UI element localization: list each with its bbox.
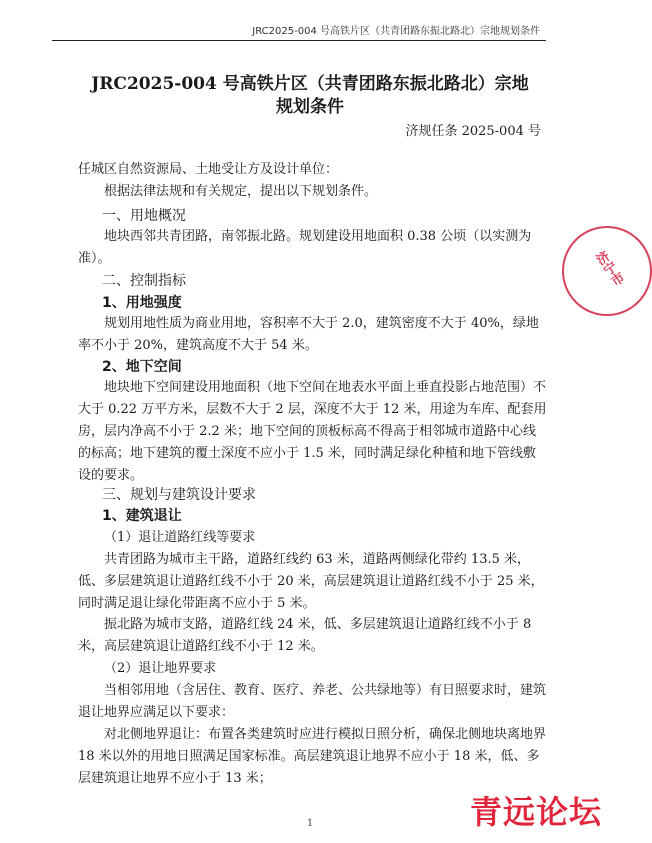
land-intensity-text: 规划用地性质为商业用地，容积率不大于 2.0，建筑密度不大于 40%，绿地率不小于 20%，建筑高度不大于 54 米。 bbox=[78, 316, 539, 353]
document-title: JRC2025-004 号高铁片区（共青团路东振北路北）宗地 bbox=[91, 74, 529, 94]
document-title-line2: 规划条件 bbox=[276, 97, 344, 117]
section-land-overview: 一、用地概况 bbox=[102, 208, 186, 224]
item-road-setback-heading: （1）退让道路红线等要求 bbox=[104, 530, 256, 545]
official-seal-text: 济宁市 bbox=[591, 249, 626, 290]
land-overview-text: 地块西邻共青团路，南邻振北路。规划建设用地面积 0.38 公顷（以实测为准）。 bbox=[78, 229, 532, 266]
watermark-logo: 青远论坛 bbox=[469, 793, 602, 831]
header-divider bbox=[52, 40, 546, 41]
underground-space-text: 地块地下空间建设用地面积（地下空间在地表水平面上垂直投影占地范围）不大于 0.22 万平方米，层数不大于 2 层，深度不大于 12 米，用途为车库、配套用房，层内净高不小于 2.2 米；地下空间的顶板标高不得高于相邻城市道路中心线的标高；地下建筑的覆土深度不应小于 1.5 米，同时满足绿化种植和地下管线敷设的要求。 bbox=[78, 380, 547, 483]
running-header: JRC2025-004 号高铁片区（共青团路东振北路北）宗地规划条件 bbox=[252, 26, 540, 37]
document-number: 济规任条 2025-004 号 bbox=[405, 124, 541, 139]
intro-paragraph: 根据法律法规和有关规定，提出以下规划条件。 bbox=[104, 184, 378, 199]
boundary-setback-text-b: 对北侧地界退让：布置各类建筑时应进行模拟日照分析，确保北侧地块离地界 18 米以外的用地日照满足国家标准。高层建筑退让地界不应小于 18 米，低、多层建筑退让地界不应小于 13 米； bbox=[78, 727, 547, 786]
page-number: 1 bbox=[306, 818, 314, 829]
road-setback-text-a: 共青团路为城市主干路，道路红线约 63 米，道路两侧绿化带约 13.5 米，低、多层建筑退让道路红线不小于 20 米，高层建筑退让道路红线不小于 25 米，同时满足退让绿化带距离不应小于 5 米。 bbox=[78, 552, 544, 611]
section-design-requirements: 三、规划与建筑设计要求 bbox=[102, 487, 256, 503]
road-setback-text-b: 振北路为城市支路，道路红线 24 米，低、多层建筑退让道路红线不小于 8 米，高层建筑退让道路红线不小于 12 米。 bbox=[78, 617, 532, 654]
boundary-setback-text-a: 当相邻用地（含居住、教育、医疗、养老、公共绿地等）有日照要求时，建筑退让地界应满足以下要求： bbox=[78, 683, 547, 720]
item-boundary-setback-heading: （2）退让地界要求 bbox=[104, 661, 217, 676]
subsection-land-intensity: 1、用地强度 bbox=[102, 295, 182, 311]
section-control-indicators: 二、控制指标 bbox=[102, 273, 186, 289]
addressee: 任城区自然资源局、土地受让方及设计单位： bbox=[78, 162, 339, 177]
subsection-underground-space: 2、地下空间 bbox=[102, 359, 182, 375]
subsection-building-setback: 1、建筑退让 bbox=[102, 508, 182, 524]
